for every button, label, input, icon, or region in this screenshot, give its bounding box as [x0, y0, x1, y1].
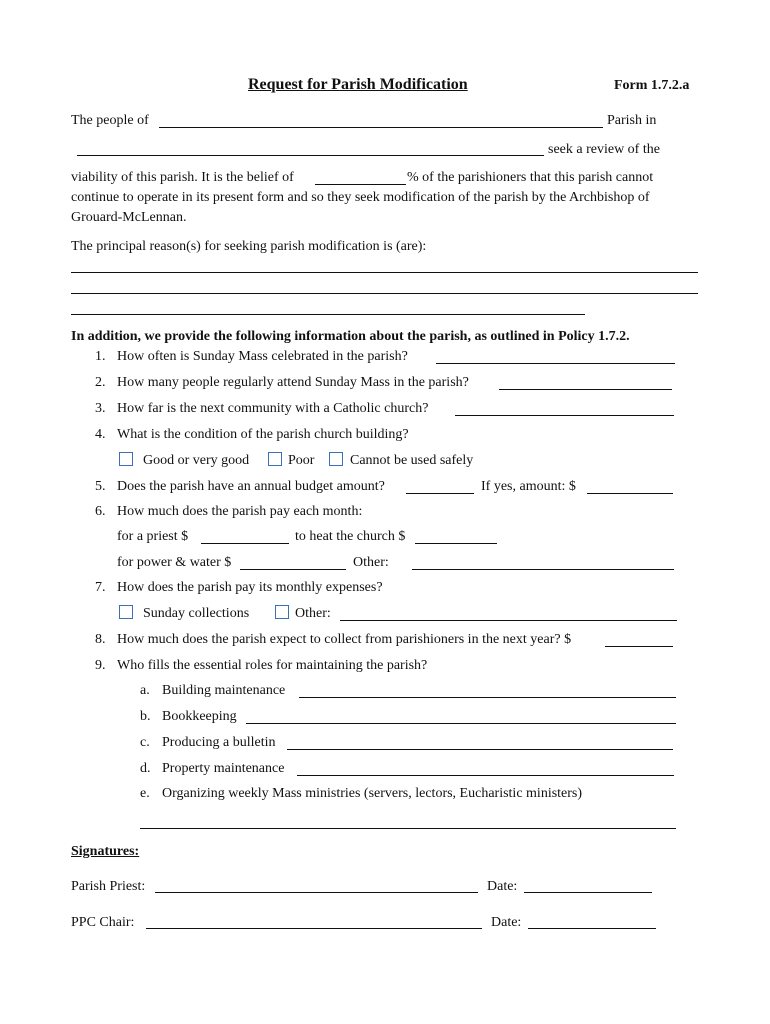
- q5-text: Does the parish have an annual budget amount?: [117, 479, 385, 494]
- q6-power-label: for power & water $: [117, 555, 232, 570]
- q5-amount-field[interactable]: [587, 493, 673, 494]
- intro-viability-pre: viability of this parish. It is the belief of: [71, 170, 294, 185]
- q4-number: 4.: [95, 427, 106, 442]
- q7-text: How does the parish pay its monthly expenses?: [117, 580, 383, 595]
- q4-unsafe-checkbox[interactable]: [329, 452, 343, 466]
- q9e-letter: e.: [140, 786, 150, 801]
- q9d-label: Property maintenance: [162, 761, 285, 776]
- q6-other-label: Other:: [353, 555, 389, 570]
- q4-poor-label: Poor: [288, 453, 315, 468]
- intro-viability-post: % of the parishioners that this parish cannot: [407, 170, 654, 185]
- q3-answer-field[interactable]: [455, 415, 674, 416]
- q9c-letter: c.: [140, 735, 150, 750]
- q4-text: What is the condition of the parish church building?: [117, 427, 409, 442]
- reasons-label: The principal reason(s) for seeking parish modification is (are):: [71, 239, 427, 254]
- q9c-field[interactable]: [287, 749, 673, 750]
- ppc-chair-label: PPC Chair:: [71, 915, 135, 930]
- q3-text: How far is the next community with a Catholic church?: [117, 401, 429, 416]
- q8-text: How much does the parish expect to collect from parishioners in the next year? $: [117, 632, 572, 647]
- q6-power-field[interactable]: [240, 569, 346, 570]
- q6-heat-field[interactable]: [415, 543, 497, 544]
- priest-date-field[interactable]: [524, 892, 652, 893]
- q1-text: How often is Sunday Mass celebrated in the parish?: [117, 349, 408, 364]
- q1-answer-field[interactable]: [436, 363, 675, 364]
- reasons-line-1[interactable]: [71, 272, 698, 273]
- q1-number: 1.: [95, 349, 106, 364]
- q2-answer-field[interactable]: [499, 389, 672, 390]
- q9e-field[interactable]: [140, 828, 676, 829]
- q8-answer-field[interactable]: [605, 646, 673, 647]
- q6-number: 6.: [95, 504, 106, 519]
- q9b-field[interactable]: [246, 723, 676, 724]
- q7-collections-label: Sunday collections: [143, 606, 250, 621]
- parish-priest-signature-field[interactable]: [155, 892, 478, 893]
- q9d-letter: d.: [140, 761, 151, 776]
- q9a-label: Building maintenance: [162, 683, 286, 698]
- q6-text: How much does the parish pay each month:: [117, 504, 363, 519]
- parish-location-field[interactable]: [77, 155, 544, 156]
- form-title: Request for Parish Modification: [248, 76, 468, 93]
- chair-date-label: Date:: [491, 915, 522, 930]
- q5-answer-field[interactable]: [406, 493, 474, 494]
- intro-parish-in: Parish in: [607, 113, 657, 128]
- ppc-chair-signature-field[interactable]: [146, 928, 482, 929]
- q4-good-checkbox[interactable]: [119, 452, 133, 466]
- reasons-line-2[interactable]: [71, 293, 698, 294]
- q7-collections-checkbox[interactable]: [119, 605, 133, 619]
- q9-number: 9.: [95, 658, 106, 673]
- q9e-label: Organizing weekly Mass ministries (servers, lectors, Eucharistic ministers): [162, 786, 583, 801]
- q6-heat-label: to heat the church $: [295, 529, 406, 544]
- priest-date-label: Date:: [487, 879, 518, 894]
- q6-priest-field[interactable]: [201, 543, 289, 544]
- additional-heading: In addition, we provide the following information about the parish, as outlined in Policy 1.7.2.: [71, 329, 630, 344]
- intro-seek-review: seek a review of the: [548, 142, 660, 157]
- reasons-line-3[interactable]: [71, 314, 585, 315]
- intro-line-3: continue to operate in its present form and so they seek modification of the parish by the Archbishop of: [71, 190, 650, 205]
- q6-other-field[interactable]: [412, 569, 674, 570]
- intro-people-of: The people of: [71, 113, 149, 128]
- q6-priest-label: for a priest $: [117, 529, 189, 544]
- q4-good-label: Good or very good: [143, 453, 250, 468]
- q3-number: 3.: [95, 401, 106, 416]
- parish-name-field[interactable]: [159, 127, 603, 128]
- q9c-label: Producing a bulletin: [162, 735, 276, 750]
- q7-other-checkbox[interactable]: [275, 605, 289, 619]
- q9b-label: Bookkeeping: [162, 709, 237, 724]
- signatures-heading: Signatures:: [71, 844, 140, 859]
- q7-other-label: Other:: [295, 606, 331, 621]
- q9-text: Who fills the essential roles for maintaining the parish?: [117, 658, 428, 673]
- q7-other-field[interactable]: [340, 620, 677, 621]
- q9d-field[interactable]: [297, 775, 674, 776]
- q8-number: 8.: [95, 632, 106, 647]
- q4-poor-checkbox[interactable]: [268, 452, 282, 466]
- intro-line-4: Grouard-McLennan.: [71, 210, 187, 225]
- parish-priest-label: Parish Priest:: [71, 879, 146, 894]
- percentage-field[interactable]: [315, 184, 406, 185]
- q4-unsafe-label: Cannot be used safely: [350, 453, 474, 468]
- q2-number: 2.: [95, 375, 106, 390]
- q5-if-yes-label: If yes, amount: $: [481, 479, 576, 494]
- q5-number: 5.: [95, 479, 106, 494]
- chair-date-field[interactable]: [528, 928, 656, 929]
- q9b-letter: b.: [140, 709, 151, 724]
- q9a-letter: a.: [140, 683, 150, 698]
- form-number: Form 1.7.2.a: [614, 78, 690, 93]
- q7-number: 7.: [95, 580, 106, 595]
- q9a-field[interactable]: [299, 697, 676, 698]
- q2-text: How many people regularly attend Sunday Mass in the parish?: [117, 375, 469, 390]
